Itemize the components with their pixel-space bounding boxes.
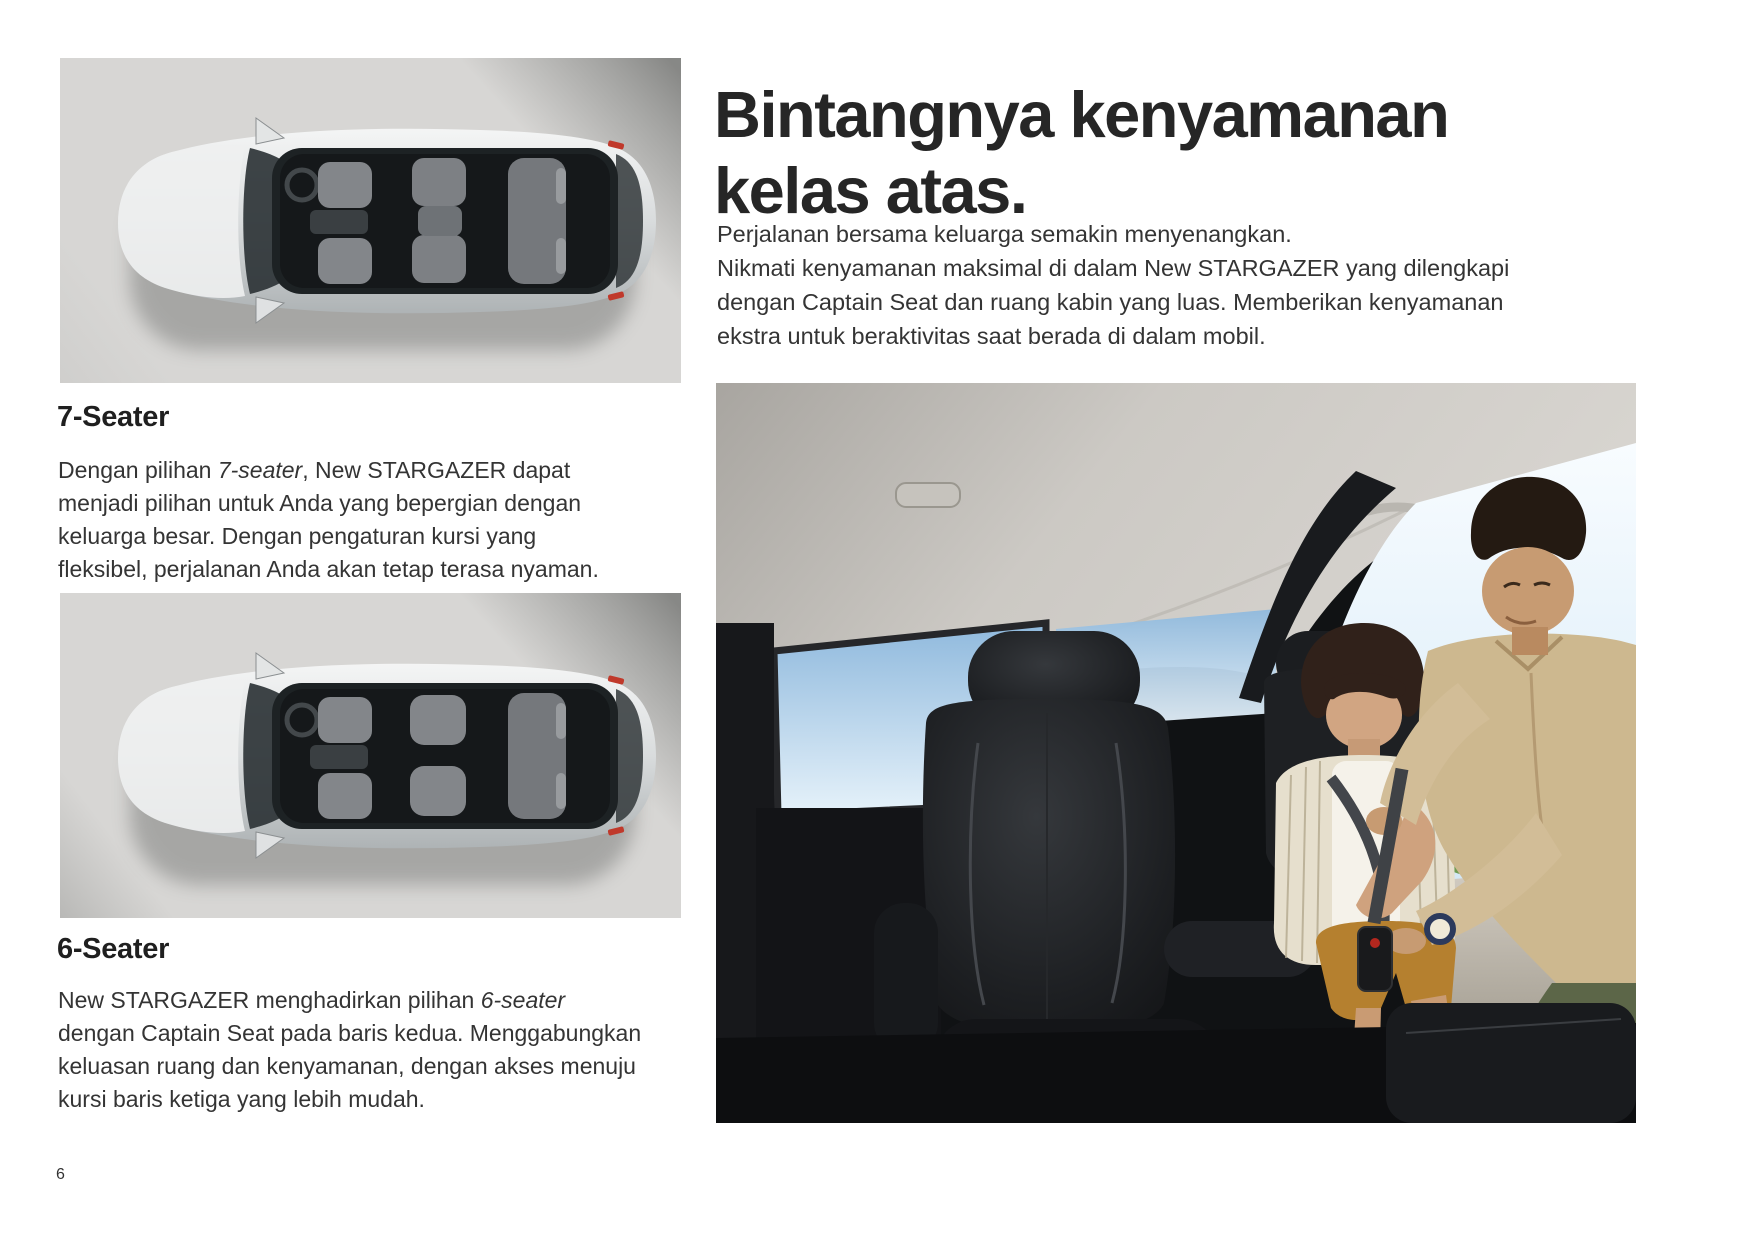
seven-seater-top-view-image xyxy=(60,58,681,383)
seven-seater-title: 7-Seater xyxy=(57,401,170,433)
center-console xyxy=(310,210,368,234)
roof-glass-cabin xyxy=(272,148,618,294)
page-number: 6 xyxy=(56,1166,65,1183)
third-row-bench xyxy=(508,158,566,284)
third-row-bench xyxy=(508,693,566,819)
six-seater-top-view-image xyxy=(60,593,681,918)
wrist-watch xyxy=(1427,916,1453,942)
seven-seater-paragraph: Dengan pilihan 7-seater, New STARGAZER dapat menjadi pilihan untuk Anda yang bepergian dengan keluarga besar. Dengan pengaturan kursi yang fleksibel, perjalanan Anda akan tetap terasa nyaman. xyxy=(58,457,599,582)
center-console xyxy=(310,745,368,769)
six-seater-title: 6-Seater xyxy=(57,933,170,965)
page-title: Bintangnya kenyamanan kelas atas. xyxy=(714,77,1449,227)
interior-captain-seat-photo xyxy=(716,383,1636,1123)
six-seater-paragraph: New STARGAZER menghadirkan pilihan 6-seater dengan Captain Seat pada baris kedua. Menggabungkan keluasan ruang dan kenyamanan, dengan akses menuju kursi baris ketiga yang lebih mudah. xyxy=(58,987,642,1112)
armrest xyxy=(874,903,938,1053)
middle-row-bench xyxy=(412,158,466,283)
intro-paragraph: Perjalanan bersama keluarga semakin menyenangkan. Nikmati kenyamanan maksimal di dalam New STARGAZER yang dilengkapi dengan Captain Seat dan ruang kabin yang luas. Memberikan kenyamanan ekstra untuk beraktivitas saat berada di dalam mobil. xyxy=(717,220,1510,349)
roof-glass-cabin xyxy=(272,683,618,829)
dome-light xyxy=(896,483,960,507)
